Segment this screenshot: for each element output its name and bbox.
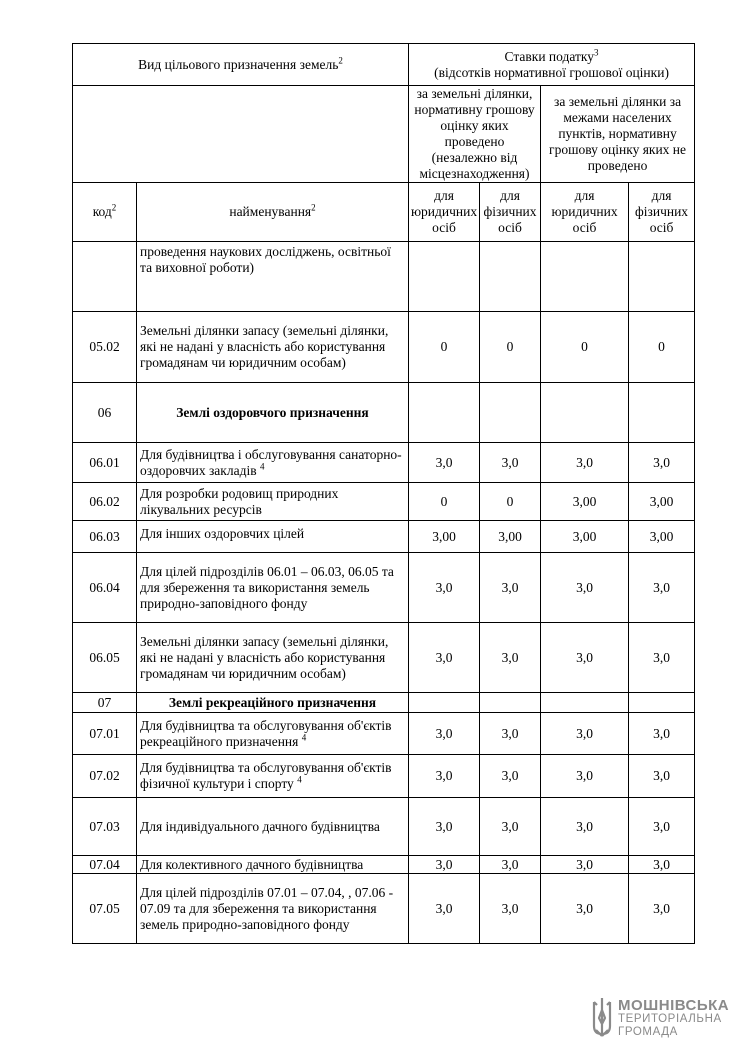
header-name: найменування$^2$ xyxy=(137,183,409,242)
trident-icon xyxy=(590,996,614,1040)
row-name: Для індивідуального дачного будівництва xyxy=(137,798,409,856)
cell-value: 3,0 xyxy=(409,755,480,798)
row-name: Для будівництва та обслуговування об'єктів рекреаційного призначення $^4$ xyxy=(137,713,409,755)
cell-value xyxy=(629,242,695,312)
cell-value: 3,0 xyxy=(629,623,695,693)
cell-value: 3,0 xyxy=(409,443,480,483)
row-code: 06.04 xyxy=(73,553,137,623)
logo-line-3: ГРОМАДА xyxy=(618,1026,678,1038)
cell-value: 3,00 xyxy=(541,521,629,553)
table-row xyxy=(73,443,695,483)
table-row xyxy=(73,383,695,443)
cell-value xyxy=(541,383,629,443)
row-code: 07.02 xyxy=(73,755,137,798)
cell-value: 3,0 xyxy=(480,798,541,856)
logo-line-2: ТЕРИТОРІАЛЬНА xyxy=(618,1013,722,1025)
row-code: 07.03 xyxy=(73,798,137,856)
table-row xyxy=(73,713,695,755)
cell-value: 3,0 xyxy=(409,856,480,874)
cell-value xyxy=(629,693,695,713)
cell-value xyxy=(541,242,629,312)
row-code: 07.05 xyxy=(73,874,137,944)
row-name: Землі оздоровчого призначення xyxy=(137,383,409,443)
table-row xyxy=(73,521,695,553)
header-group-valued: за земельні ділянки, нормативну грошову оцінку яких проведено (незалежно від місцезнаходження) xyxy=(409,86,541,183)
row-code: 05.02 xyxy=(73,312,137,383)
cell-value: 0 xyxy=(541,312,629,383)
cell-value: 3,0 xyxy=(541,874,629,944)
cell-value: 3,00 xyxy=(629,483,695,521)
tax-rates-table xyxy=(72,43,695,944)
row-name: Для будівництва та обслуговування об'єктів фізичної культури і спорту $^4$ xyxy=(137,755,409,798)
cell-value: 3,0 xyxy=(629,443,695,483)
header-legal-2: для юридичних осіб xyxy=(541,183,629,242)
cell-value: 3,0 xyxy=(629,553,695,623)
table-row xyxy=(73,874,695,944)
row-name: Для колективного дачного будівництва xyxy=(137,856,409,874)
row-name: Земельні ділянки запасу (земельні ділянки, які не надані у власність або користування громадянам чи юридичним особам) xyxy=(137,312,409,383)
cell-value: 3,0 xyxy=(480,623,541,693)
cell-value xyxy=(409,693,480,713)
cell-value: 3,0 xyxy=(541,856,629,874)
community-logo xyxy=(590,996,730,1042)
cell-value: 3,0 xyxy=(480,874,541,944)
row-name: Для будівництва і обслуговування санаторно-оздоровчих закладів $^4$ xyxy=(137,443,409,483)
row-name: Для цілей підрозділів 07.01 – 07.04, , 07.06 - 07.09 та для збереження та використання земель природно-заповідного фонду xyxy=(137,874,409,944)
row-code: 07.04 xyxy=(73,856,137,874)
cell-value: 3,0 xyxy=(629,713,695,755)
row-code: 07.01 xyxy=(73,713,137,755)
cell-value xyxy=(409,383,480,443)
cell-value: 3,0 xyxy=(541,553,629,623)
cell-value xyxy=(629,383,695,443)
row-name: Для інших оздоровчих цілей xyxy=(137,521,409,553)
cell-value: 3,00 xyxy=(409,521,480,553)
row-code: 06.05 xyxy=(73,623,137,693)
header-physical-2: для фізичних осіб xyxy=(629,183,695,242)
cell-value xyxy=(480,383,541,443)
cell-value xyxy=(480,242,541,312)
cell-value: 3,0 xyxy=(629,874,695,944)
row-name: Для розробки родовищ природних лікувальних ресурсів xyxy=(137,483,409,521)
cell-value: 3,0 xyxy=(409,874,480,944)
table-row xyxy=(73,623,695,693)
row-code: 07 xyxy=(73,693,137,713)
cell-value: 3,0 xyxy=(409,553,480,623)
cell-value: 3,0 xyxy=(541,798,629,856)
header-code: код$^2$ xyxy=(73,183,137,242)
table-row xyxy=(73,693,695,713)
header-physical-1: для фізичних осіб xyxy=(480,183,541,242)
cell-value xyxy=(409,242,480,312)
cell-value: 3,0 xyxy=(480,856,541,874)
header-empty xyxy=(73,86,409,183)
cell-value: 3,0 xyxy=(629,856,695,874)
cell-value: 3,00 xyxy=(480,521,541,553)
cell-value: 3,0 xyxy=(541,713,629,755)
cell-value: 0 xyxy=(409,312,480,383)
cell-value xyxy=(480,693,541,713)
cell-value: 3,0 xyxy=(541,623,629,693)
table-row xyxy=(73,798,695,856)
cell-value: 3,0 xyxy=(629,755,695,798)
cell-value: 0 xyxy=(480,483,541,521)
cell-value: 3,0 xyxy=(629,798,695,856)
cell-value: 0 xyxy=(480,312,541,383)
table-row xyxy=(73,242,695,312)
cell-value: 0 xyxy=(409,483,480,521)
row-code: 06.03 xyxy=(73,521,137,553)
cell-value: 3,0 xyxy=(480,755,541,798)
header-tax-rates: Ставки податку$^3$ (відсотків нормативної грошової оцінки) xyxy=(409,44,695,86)
row-code: 06.01 xyxy=(73,443,137,483)
table-row xyxy=(73,755,695,798)
row-name: проведення наукових досліджень, освітньої та виховної роботи) xyxy=(137,242,409,312)
cell-value xyxy=(541,693,629,713)
table-row xyxy=(73,312,695,383)
cell-value: 3,00 xyxy=(541,483,629,521)
cell-value: 3,0 xyxy=(480,553,541,623)
table-row xyxy=(73,553,695,623)
row-name: Земельні ділянки запасу (земельні ділянки, які не надані у власність або користування громадянам чи юридичним особам) xyxy=(137,623,409,693)
cell-value: 3,0 xyxy=(480,713,541,755)
cell-value: 3,0 xyxy=(541,443,629,483)
row-code: 06 xyxy=(73,383,137,443)
cell-value: 0 xyxy=(629,312,695,383)
cell-value: 3,0 xyxy=(409,798,480,856)
table-row xyxy=(73,483,695,521)
table-row xyxy=(73,856,695,874)
cell-value: 3,0 xyxy=(409,623,480,693)
header-group-outside: за земельні ділянки за межами населених пунктів, нормативну грошову оцінку яких не проведено xyxy=(541,86,695,183)
cell-value: 3,0 xyxy=(480,443,541,483)
cell-value: 3,0 xyxy=(409,713,480,755)
row-name: Для цілей підрозділів 06.01 – 06.03, 06.05 та для збереження та використання земель природно-заповідного фонду xyxy=(137,553,409,623)
row-code: 06.02 xyxy=(73,483,137,521)
row-name: Землі рекреаційного призначення xyxy=(137,693,409,713)
logo-line-1: МОШНІВСЬКА xyxy=(618,997,730,1014)
header-land-purpose: Вид цільового призначення земель$^2$ xyxy=(73,44,409,86)
cell-value: 3,00 xyxy=(629,521,695,553)
row-code xyxy=(73,242,137,312)
header-legal-1: для юридичних осіб xyxy=(409,183,480,242)
cell-value: 3,0 xyxy=(541,755,629,798)
